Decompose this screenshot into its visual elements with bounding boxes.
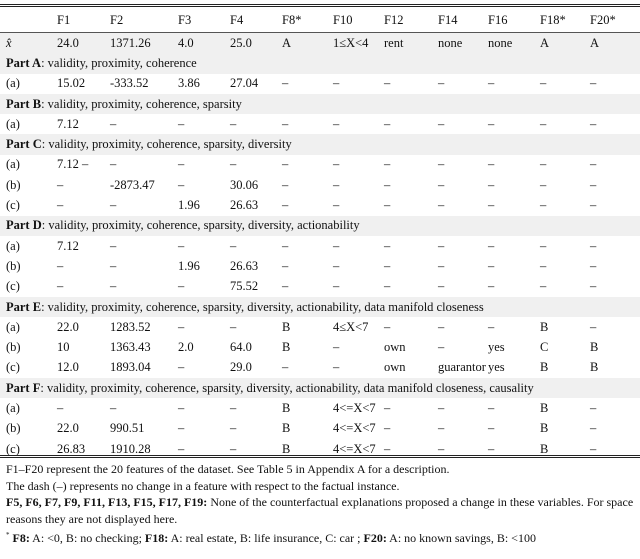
table-cell: – — [488, 177, 495, 192]
footnote-mark: * — [6, 531, 10, 539]
part-name: Part D — [6, 218, 42, 233]
table-cell: B — [540, 319, 549, 334]
table-cell: B — [282, 421, 291, 436]
table-cell: yes — [488, 340, 505, 355]
table-cell: B — [590, 340, 599, 355]
table-cell: – — [178, 441, 185, 456]
table-cell: – — [438, 177, 445, 192]
table-cell: rent — [384, 35, 404, 50]
table-cell: – — [488, 157, 495, 172]
table-cell: – — [282, 76, 289, 91]
row-label: (b) — [6, 340, 21, 355]
part-header-row — [0, 53, 640, 73]
table-cell: A — [590, 35, 600, 50]
table-cell: – — [384, 400, 391, 415]
factual-row — [0, 33, 640, 54]
table-cell: – — [488, 400, 495, 415]
table-cell: – — [540, 279, 547, 294]
table-cell: – — [178, 177, 185, 192]
part-header-row — [0, 94, 640, 114]
table-cell: – — [488, 279, 495, 294]
table-cell: 30.06 — [230, 177, 259, 192]
table-cell: B — [282, 400, 291, 415]
table-cell: – — [438, 76, 445, 91]
table-cell: – — [282, 360, 289, 375]
table-cell: – — [333, 76, 340, 91]
column-header: F16 — [488, 12, 508, 27]
table-row — [0, 256, 640, 276]
table-cell: – — [540, 177, 547, 192]
table-cell: – — [230, 238, 237, 253]
table-cell: B — [540, 360, 549, 375]
table-cell: – — [384, 421, 391, 436]
part-header — [0, 216, 640, 236]
part-header — [0, 53, 640, 73]
table-cell: – — [438, 157, 445, 172]
table-cell: – — [282, 157, 289, 172]
table-cell: 15.02 — [57, 76, 86, 91]
column-header: F18* — [540, 12, 566, 27]
part-criteria: : validity, proximity, coherence — [41, 55, 197, 70]
table-cell: – — [384, 198, 391, 213]
table-cell: 27.04 — [230, 76, 259, 91]
table-cell: – — [110, 258, 117, 273]
row-label: (b) — [6, 177, 21, 192]
table-cell: – — [590, 279, 597, 294]
table-cell: – — [333, 157, 340, 172]
table-cell: 26.63 — [230, 258, 259, 273]
table-cell: 1910.28 — [110, 441, 151, 456]
table-cell: – — [110, 116, 117, 131]
table-cell: – — [590, 198, 597, 213]
table-cell: none — [438, 35, 463, 50]
part-criteria: : validity, proximity, coherence, sparsity, diversity, actionability — [41, 218, 360, 233]
table-cell: – — [178, 157, 185, 172]
table-cell: – — [384, 279, 391, 294]
column-header: F2 — [110, 12, 124, 27]
table-cell: – — [590, 400, 597, 415]
row-label: (a) — [6, 238, 20, 253]
table-cell: – — [438, 238, 445, 253]
table-cell: – — [333, 279, 340, 294]
table-row — [0, 358, 640, 378]
table-cell: – — [333, 258, 340, 273]
counterfactual-table — [0, 8, 640, 459]
table-cell: – — [488, 116, 495, 131]
table-cell: 4≤X<7 — [333, 319, 369, 334]
table-cell: – — [282, 177, 289, 192]
fn-f18-text: A: real estate, B: life insurance, C: car ; — [168, 531, 364, 545]
row-label: x̂ — [6, 35, 12, 50]
table-cell: own — [384, 340, 406, 355]
row-label: (a) — [6, 400, 20, 415]
table-cell: – — [282, 238, 289, 253]
table-cell: 12.0 — [57, 360, 79, 375]
fn-f8-label: F8: — [12, 531, 30, 545]
part-name: Part E — [6, 299, 42, 314]
table-cell: – — [438, 198, 445, 213]
table-cell: – — [230, 400, 237, 415]
table-cell: 4<=X<7 — [333, 421, 376, 436]
table-cell: 22.0 — [57, 319, 79, 334]
part-criteria: : validity, proximity, coherence, sparsity — [41, 96, 242, 111]
row-label: (c) — [6, 198, 20, 213]
table-cell: 7.12 — [57, 238, 79, 253]
table-cell: – — [178, 319, 185, 334]
table-cell: 1371.26 — [110, 35, 151, 50]
table-cell: – — [540, 76, 547, 91]
table-cell: 26.83 — [57, 441, 86, 456]
fn-f20-label: F20: — [363, 531, 387, 545]
part-criteria: : validity, proximity, coherence, sparsity, diversity, actionability, data manifold closeness, causality — [40, 380, 534, 395]
note-omitted-features: F5, F6, F7, F9, F11, F13, F15, F17, F19: — [6, 495, 208, 509]
table-cell: – — [333, 340, 340, 355]
part-header — [0, 378, 640, 398]
table-row — [0, 398, 640, 418]
table-cell: – — [333, 238, 340, 253]
table-cell: none — [488, 35, 513, 50]
table-cell: – — [384, 76, 391, 91]
row-label: (c) — [6, 441, 20, 456]
bottom-rule — [0, 455, 640, 458]
part-header-row — [0, 216, 640, 236]
table-row — [0, 337, 640, 357]
table-cell: B — [540, 400, 549, 415]
part-header-row — [0, 297, 640, 317]
table-cell: – — [384, 177, 391, 192]
table-cell: B — [282, 319, 291, 334]
table-cell: – — [178, 279, 185, 294]
table-row — [0, 74, 640, 94]
table-cell: – — [488, 258, 495, 273]
table-cell: – — [282, 198, 289, 213]
table-cell: – — [540, 258, 547, 273]
table-cell: – — [438, 258, 445, 273]
table-cell: B — [590, 360, 599, 375]
column-header: F10 — [333, 12, 353, 27]
table-row — [0, 317, 640, 337]
table-cell: – — [590, 238, 597, 253]
table-cell: – — [488, 319, 495, 334]
note-dash: The dash (–) represents no change in a feature with respect to the factual instance. — [6, 478, 400, 493]
table-cell: – — [438, 279, 445, 294]
table-cell: – — [110, 157, 117, 172]
table-row — [0, 419, 640, 439]
table-cell: – — [438, 116, 445, 131]
table-cell: own — [384, 360, 406, 375]
table-cell: 7.12 – — [57, 157, 89, 172]
table-cell: 1363.43 — [110, 340, 151, 355]
row-label: (a) — [6, 116, 20, 131]
fn-f8-text: A: <0, B: no checking; — [29, 531, 145, 545]
part-header-row — [0, 134, 640, 154]
table-cell: – — [540, 238, 547, 253]
note-features: F1–F20 represent the 20 features of the dataset. See Table 5 in Appendix A for a description. — [6, 462, 450, 476]
table-cell: – — [590, 441, 597, 456]
table-cell: – — [333, 177, 340, 192]
table-cell: 7.12 — [57, 116, 79, 131]
table-cell: – — [110, 279, 117, 294]
part-name: Part B — [6, 96, 42, 111]
table-cell: 2.0 — [178, 340, 194, 355]
table-cell: – — [333, 116, 340, 131]
table-cell: – — [488, 441, 495, 456]
table-cell: – — [230, 441, 237, 456]
table-cell: -333.52 — [110, 76, 149, 91]
part-header — [0, 297, 640, 317]
header-row — [0, 8, 640, 33]
table-cell: – — [57, 279, 64, 294]
table-cell: 3.86 — [178, 76, 200, 91]
column-header: F20* — [590, 12, 616, 27]
table-notes — [6, 461, 636, 547]
table-cell: – — [590, 76, 597, 91]
table-cell: – — [384, 157, 391, 172]
table-cell: yes — [488, 360, 505, 375]
table-cell: – — [57, 177, 64, 192]
table-cell: – — [590, 421, 597, 436]
table-cell: – — [488, 421, 495, 436]
table-cell: 22.0 — [57, 421, 79, 436]
table-cell: – — [333, 360, 340, 375]
table-cell: A — [282, 35, 292, 50]
table-cell: – — [590, 116, 597, 131]
fn-f18-label: F18: — [144, 531, 169, 545]
part-header — [0, 134, 640, 154]
table-cell: – — [110, 198, 117, 213]
table-cell: – — [230, 116, 237, 131]
table-cell: – — [384, 258, 391, 273]
table-cell: – — [57, 400, 64, 415]
column-header: F4 — [230, 12, 244, 27]
table-cell: – — [178, 238, 185, 253]
table-cell: – — [384, 116, 391, 131]
table-cell: 990.51 — [110, 421, 145, 436]
part-criteria: : validity, proximity, coherence, sparsity, diversity, actionability, data manifold closeness — [41, 299, 484, 314]
part-name: Part A — [6, 55, 42, 70]
table-cell: – — [282, 116, 289, 131]
table-cell: – — [540, 198, 547, 213]
table-cell: – — [488, 76, 495, 91]
table-row — [0, 236, 640, 256]
table-cell: B — [282, 340, 291, 355]
table-cell: – — [384, 441, 391, 456]
table-cell: – — [590, 157, 597, 172]
table-cell: – — [384, 319, 391, 334]
table-cell: – — [488, 198, 495, 213]
table-cell: 1.96 — [178, 258, 200, 273]
table-cell: – — [590, 258, 597, 273]
table-cell: – — [540, 116, 547, 131]
part-name: Part C — [6, 137, 42, 152]
table-cell: – — [178, 116, 185, 131]
table-row — [0, 277, 640, 297]
table-cell: – — [590, 177, 597, 192]
top-rule — [0, 4, 640, 7]
table-cell: 25.0 — [230, 35, 252, 50]
table-cell: 1283.52 — [110, 319, 151, 334]
table-cell: – — [540, 157, 547, 172]
table-cell: – — [57, 198, 64, 213]
column-header — [0, 8, 57, 33]
row-label: (a) — [6, 157, 20, 172]
table-cell: A — [540, 35, 550, 50]
table-cell: – — [488, 238, 495, 253]
table-cell: B — [540, 421, 549, 436]
part-header-row — [0, 378, 640, 398]
table-cell: – — [590, 319, 597, 334]
table-cell: – — [438, 400, 445, 415]
row-label: (a) — [6, 76, 20, 91]
part-header — [0, 94, 640, 114]
row-label: (b) — [6, 258, 21, 273]
row-label: (b) — [6, 421, 21, 436]
note-omitted-text: None of the counterfactual explanations proposed a change in these variables. For space reasons they are not displayed here. — [6, 495, 634, 526]
table-cell: 24.0 — [57, 35, 79, 50]
column-header: F3 — [178, 12, 192, 27]
table-row — [0, 155, 640, 175]
table-cell: guarantor — [438, 360, 486, 375]
part-name: Part F — [6, 380, 41, 395]
table-cell: 64.0 — [230, 340, 252, 355]
table-cell: B — [540, 441, 549, 456]
row-label: (c) — [6, 279, 20, 294]
table-cell: 75.52 — [230, 279, 259, 294]
table-cell: 4<=X<7 — [333, 441, 376, 456]
table-cell: 4<=X<7 — [333, 400, 376, 415]
table-cell: 10 — [57, 340, 70, 355]
table-cell: 29.0 — [230, 360, 252, 375]
table-cell: B — [282, 441, 291, 456]
table-row — [0, 175, 640, 195]
table-cell: – — [282, 258, 289, 273]
table-cell: -2873.47 — [110, 177, 155, 192]
table-cell: – — [110, 400, 117, 415]
table-cell: C — [540, 340, 549, 355]
column-header: F12 — [384, 12, 404, 27]
table-cell: – — [282, 279, 289, 294]
table-cell: 26.63 — [230, 198, 259, 213]
table-cell: – — [230, 319, 237, 334]
table-cell: – — [438, 421, 445, 436]
column-header: F1 — [57, 12, 71, 27]
row-label: (a) — [6, 319, 20, 334]
note-footnote — [6, 527, 636, 547]
table-cell: – — [438, 340, 445, 355]
table-cell: – — [230, 157, 237, 172]
table-cell: – — [110, 238, 117, 253]
table-cell: 1≤X<4 — [333, 35, 369, 50]
table-cell: 4.0 — [178, 35, 194, 50]
row-label: (c) — [6, 360, 20, 375]
table-cell: – — [438, 441, 445, 456]
table-cell: – — [333, 198, 340, 213]
table-cell: 1.96 — [178, 198, 200, 213]
table-cell: – — [438, 319, 445, 334]
fn-f20-text: A: no known savings, B: <100 — [386, 531, 536, 545]
table-cell: – — [178, 360, 185, 375]
table-row — [0, 114, 640, 134]
table-cell: – — [384, 238, 391, 253]
table-cell: – — [178, 400, 185, 415]
column-header: F14 — [438, 12, 458, 27]
table-row — [0, 195, 640, 215]
note-omitted — [6, 494, 636, 527]
column-header: F8* — [282, 12, 302, 27]
table-cell: – — [230, 421, 237, 436]
table-cell: – — [57, 258, 64, 273]
table-cell: 1893.04 — [110, 360, 151, 375]
table-cell: – — [178, 421, 185, 436]
part-criteria: : validity, proximity, coherence, sparsity, diversity — [41, 137, 292, 152]
